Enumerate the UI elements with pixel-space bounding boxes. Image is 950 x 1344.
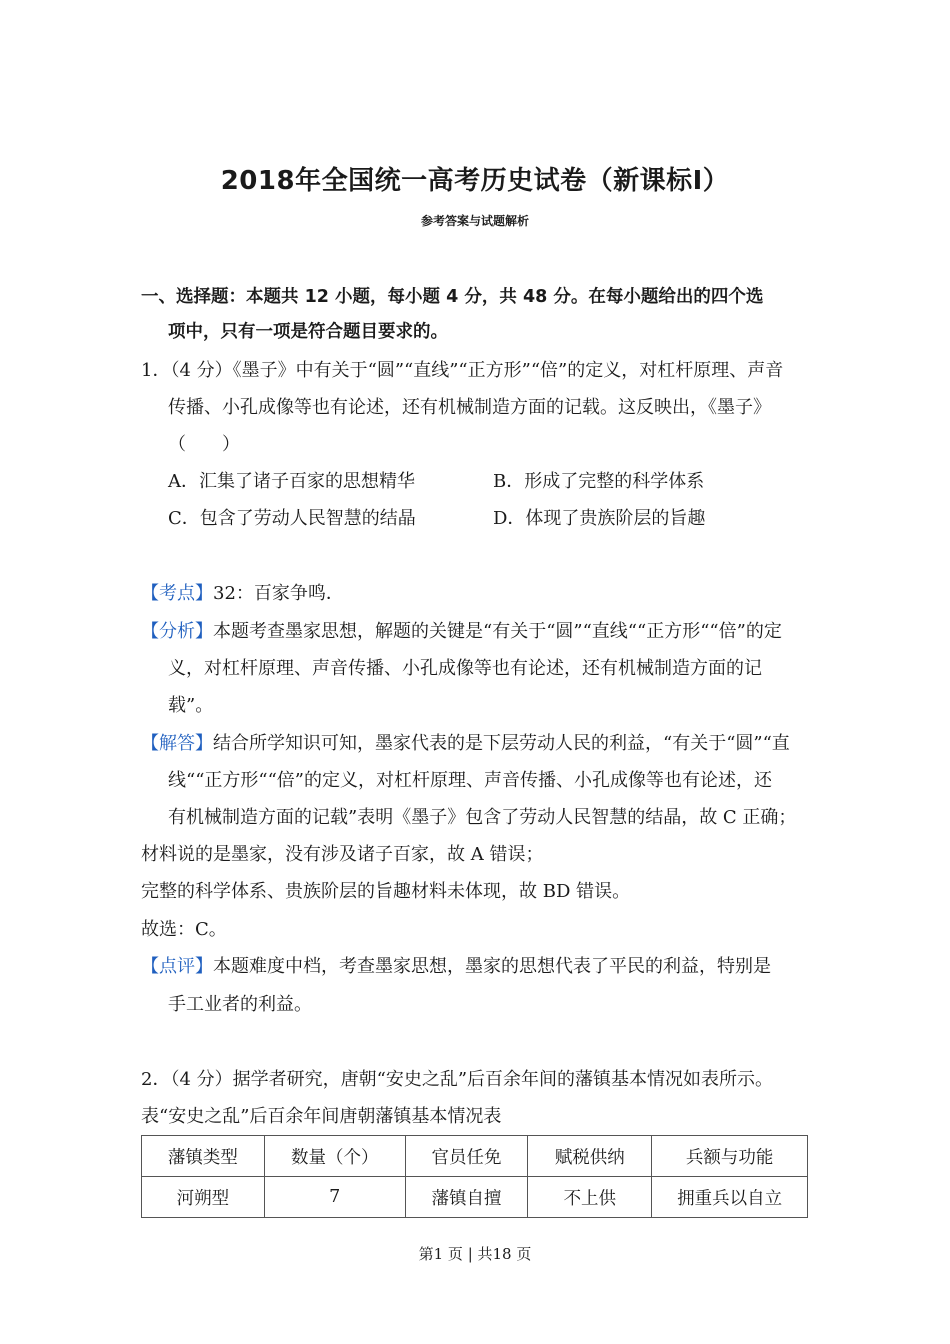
- table-row: [142, 1177, 808, 1218]
- dianping-line-2: 手工业者的利益。: [168, 994, 312, 1015]
- fenxi-tag: 【分析】: [141, 621, 213, 642]
- question-1-option-d: D．体现了贵族阶层的旨趣: [493, 508, 706, 529]
- fenxi-line-2: 义，对杠杆原理、声音传播、小孔成像等也有论述，还有机械制造方面的记: [168, 658, 762, 679]
- kaodian-line: [141, 582, 344, 606]
- jieda-tag: 【解答】: [141, 733, 213, 754]
- table-cell: 河朔型: [142, 1177, 265, 1218]
- kaodian-text: 32：百家争鸣．: [213, 583, 344, 604]
- question-1-line-1: 1．（4 分）《墨子》中有关于“圆”“直线”“正方形”“倍”的定义，对杠杆原理、声音: [141, 360, 784, 381]
- jieda-line-1: [141, 732, 790, 756]
- table-header-cell: 兵额与功能: [652, 1136, 808, 1177]
- jieda-line-2: 线““正方形““倍”的定义，对杠杆原理、声音传播、小孔成像等也有论述，还: [168, 770, 773, 791]
- document-title: 2018年全国统一高考历史试卷（新课标Ⅰ）: [220, 166, 730, 196]
- jieda-line-6: 故选：C。: [141, 919, 227, 940]
- jieda-line-3: 有机械制造方面的记载”表明《墨子》包含了劳动人民智慧的结晶，故 C 正确；: [168, 807, 797, 828]
- dianping-text-1: 本题难度中档，考查墨家思想，墨家的思想代表了平民的利益，特别是: [213, 956, 771, 977]
- jieda-text-1: 结合所学知识可知，墨家代表的是下层劳动人民的利益，“有关于“圆”“直: [213, 733, 790, 754]
- table-cell: 不上供: [528, 1177, 652, 1218]
- page-footer: 第1 页 | 共18 页: [418, 1245, 532, 1263]
- question-2-line-1: 2．（4 分）据学者研究，唐朝“安史之乱”后百余年间的藩镇基本情况如表所示。: [141, 1069, 774, 1090]
- dianping-line-1: [141, 955, 771, 979]
- kaodian-tag: 【考点】: [141, 583, 213, 604]
- section-heading-line-1: 一、选择题：本题共 12 小题，每小题 4 分，共 48 分。在每小题给出的四个选: [141, 287, 764, 307]
- question-1-line-2: 传播、小孔成像等也有论述，还有机械制造方面的记载。这反映出，《墨子》: [168, 397, 771, 418]
- question-1-option-b: B．形成了完整的科学体系: [493, 471, 705, 492]
- question-1-option-c: C．包含了劳动人民智慧的结晶: [168, 508, 416, 529]
- fanzhen-table: [141, 1135, 808, 1218]
- fenxi-line-1: [141, 620, 782, 644]
- table-cell: 7: [264, 1177, 405, 1218]
- table-cell: 藩镇自擅: [405, 1177, 528, 1218]
- fenxi-text-1: 本题考查墨家思想，解题的关键是“有关于“圆”“直线““正方形““倍”的定: [213, 621, 782, 642]
- document-subtitle: 参考答案与试题解析: [420, 214, 529, 228]
- fenxi-line-3: 载”。: [168, 695, 214, 716]
- table-header-cell: 官员任免: [405, 1136, 528, 1177]
- jieda-line-5: 完整的科学体系、贵族阶层的旨趣材料未体现，故 BD 错误。: [141, 881, 631, 902]
- table-cell: 拥重兵以自立: [652, 1177, 808, 1218]
- section-heading-line-2: 项中，只有一项是符合题目要求的。: [168, 322, 448, 342]
- jieda-line-4: 材料说的是墨家，没有涉及诸子百家，故 A 错误；: [141, 844, 544, 865]
- table-header-cell: 数量（个）: [264, 1136, 405, 1177]
- table-header-row: [142, 1136, 808, 1177]
- table-caption: 表“安史之乱”后百余年间唐朝藩镇基本情况表: [141, 1106, 502, 1127]
- table-header-cell: 赋税供纳: [528, 1136, 652, 1177]
- question-1-line-3: （ ）: [168, 434, 240, 455]
- dianping-tag: 【点评】: [141, 956, 213, 977]
- table-header-cell: 藩镇类型: [142, 1136, 265, 1177]
- question-1-option-a: A．汇集了诸子百家的思想精华: [168, 471, 415, 492]
